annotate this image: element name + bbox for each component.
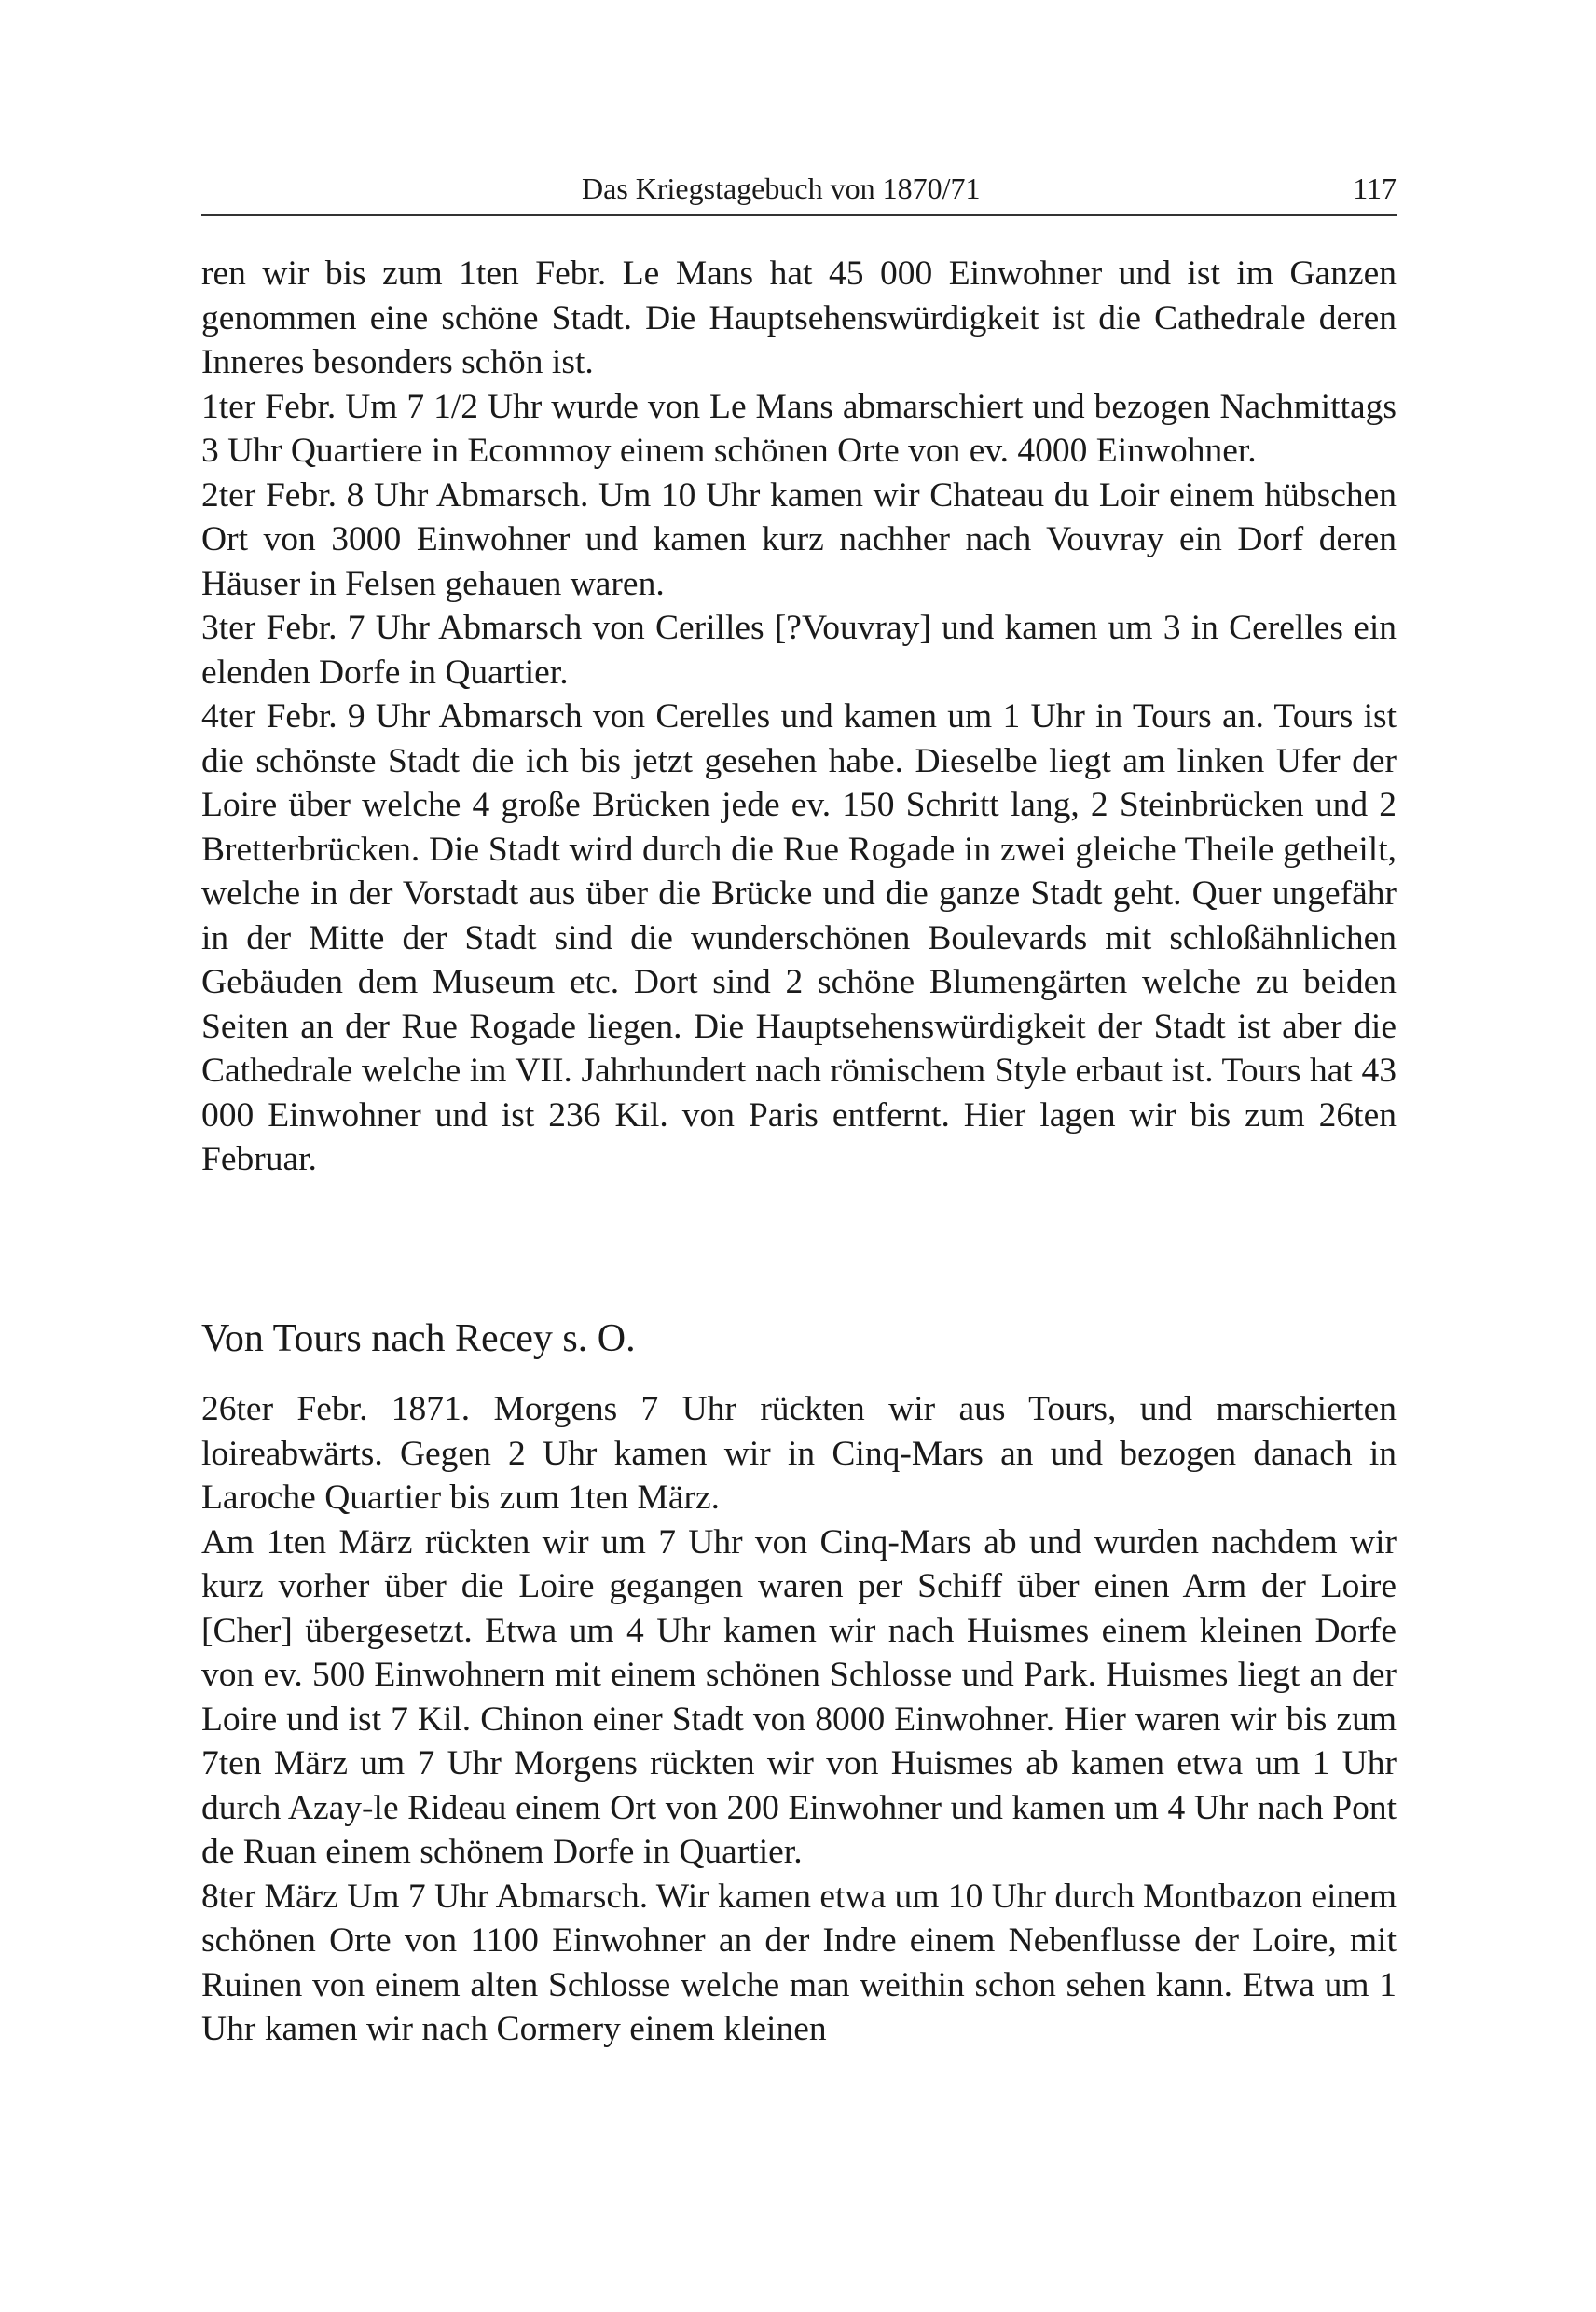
diary-text-block-1	[201, 252, 1396, 1182]
paragraph: 2ter Febr. 8 Uhr Abmarsch. Um 10 Uhr kamen wir Chateau du Loir einem hübschen Ort von 3000 Einwohner und kamen kurz nachher nach Vouvray ein Dorf deren Häuser in Felsen gehauen waren.	[201, 475, 1396, 603]
page-number: 117	[1353, 172, 1396, 205]
paragraph: 8ter März Um 7 Uhr Abmarsch. Wir kamen etwa um 10 Uhr durch Montbazon einem schönen Orte von 1100 Einwohner an der Indre einem Nebenflusse der Loire, mit Ruinen von einem alten Schlosse welche man weithin schon sehen kann. Etwa um 1 Uhr kamen wir nach Cormery einem kleinen	[201, 1877, 1396, 2048]
paragraph: 26ter Febr. 1871. Morgens 7 Uhr rückten wir aus Tours, und marschierten loireabwärts. Gegen 2 Uhr kamen wir in Cinq-Mars an und bezogen danach in Laroche Quartier bis zum 1ten März.	[201, 1390, 1396, 1517]
section-heading: Von Tours nach Recey s. O.	[201, 1317, 636, 1360]
paragraph: 3ter Febr. 7 Uhr Abmarsch von Cerilles [?Vouvray] und kamen um 3 in Cerelles ein elenden Dorfe in Quartier.	[201, 609, 1396, 692]
diary-text-block-2	[201, 1387, 1396, 2052]
paragraph: ren wir bis zum 1ten Febr. Le Mans hat 45 000 Einwohner und ist im Ganzen genommen eine schöne Stadt. Die Hauptsehenswürdigkeit ist die Cathedrale deren Inneres besonders schön ist.	[201, 255, 1396, 381]
running-title: Das Kriegstagebuch von 1870/71	[582, 172, 981, 205]
paragraph: 1ter Febr. Um 7 1/2 Uhr wurde von Le Mans abmarschiert und bezogen Nachmittags 3 Uhr Quartiere in Ecommoy einem schönen Orte von ev. 4000 Einwohner.	[201, 387, 1396, 470]
page-header	[201, 168, 1396, 216]
paragraph: Am 1ten März rückten wir um 7 Uhr von Cinq-Mars ab und wurden nachdem wir kurz vorher über die Loire gegangen waren per Schiff über einen Arm der Loire [Cher] übergesetzt. Etwa um 4 Uhr kamen wir nach Huismes einem kleinen Dorfe von ev. 500 Einwohnern mit einem schönen Schlosse und Park. Huismes liegt an der Loire und ist 7 Kil. Chinon einer Stadt von 8000 Einwohner. Hier waren wir bis zum 7ten März um 7 Uhr Morgens rückten wir von Huismes ab kamen etwa um 1 Uhr durch Azay-le Rideau einem Ort von 200 Einwohner und kamen um 4 Uhr nach Pont de Ruan einem schönem Dorfe in Quartier.	[201, 1522, 1396, 1871]
paragraph: 4ter Febr. 9 Uhr Abmarsch von Cerelles und kamen um 1 Uhr in Tours an. Tours ist die schönste Stadt die ich bis jetzt gesehen habe. Dieselbe liegt am linken Ufer der Loire über welche 4 große Brücken jede ev. 150 Schritt lang, 2 Steinbrücken und 2 Bretterbrücken. Die Stadt wird durch die Rue Rogade in zwei gleiche Theile getheilt, welche in der Vorstadt aus über die Brücke und die ganze Stadt geht. Quer ungefähr in der Mitte der Stadt sind die wunderschönen Boulevards mit schloßähnlichen Gebäuden dem Museum etc. Dort sind 2 schöne Blumengärten welche zu beiden Seiten an der Rue Rogade liegen. Die Hauptsehenswürdigkeit der Stadt ist aber die Cathedrale welche im VII. Jahrhundert nach römischem Style erbaut ist. Tours hat 43 000 Einwohner und ist 236 Kil. von Paris entfernt. Hier lagen wir bis zum 26ten Februar.	[201, 697, 1396, 1178]
